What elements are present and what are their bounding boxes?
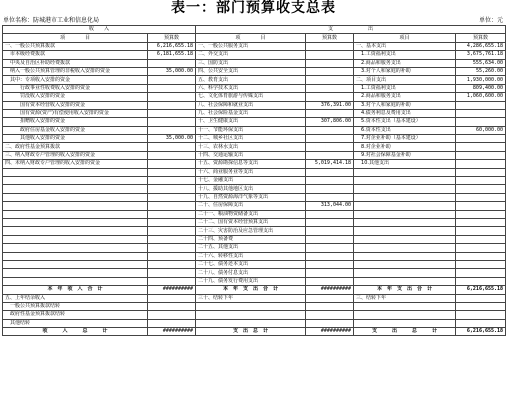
basic-item-cell: 10.其他支出 [354,160,456,168]
income-value-cell [148,269,196,277]
basic-value-cell: 3,675,761.18 [456,51,506,59]
income-value-cell [148,210,196,218]
table-row [3,143,506,151]
carryover-expense-value [306,319,354,327]
carryover-basic-value [456,319,506,327]
expense-value-cell [306,185,354,193]
carryover-income-item: 政府性基金预算拨款结转 [3,311,148,319]
income-item-cell: 罚没收入安排的资金 [3,93,148,101]
expense-item-cell: 十四、交通运输支出 [196,151,306,159]
income-value-cell [148,59,196,67]
table-row [3,101,506,109]
basic-value-cell [456,143,506,151]
income-item-cell: 二、政府性基金预算拨款 [3,143,148,151]
expense-value-cell [306,235,354,243]
income-item-header: 项 目 [3,34,148,42]
income-item-cell [3,244,148,252]
expense-item-cell: 四、公共安全支出 [196,67,306,75]
currency-unit-label: 单位：元 [478,17,503,24]
basic-value-cell [456,118,506,126]
expense-item-cell: 五、教育支出 [196,76,306,84]
income-item-cell: 中央及自治区补助经费拨款 [3,59,148,67]
expense-value-cell [306,193,354,201]
income-item-cell [3,252,148,260]
table-row [3,235,506,243]
income-item-cell: 政府住房基金收入安排的资金 [3,126,148,134]
income-value-cell [148,185,196,193]
basic-value-cell [456,227,506,235]
carryover-basic-value [456,311,506,319]
expense-value-cell [306,151,354,159]
income-value-cell [148,109,196,117]
budget-table [2,25,506,336]
basic-value-cell [456,135,506,143]
carryover-expense-value [306,294,354,302]
table-row [3,202,506,210]
income-item-cell: 国有资本经营收入安排的资金 [3,101,148,109]
expense-item-cell: 二十一、粮油物资储备支出 [196,210,306,218]
carryover-income-item: 其他结转 [3,319,148,327]
grand-total-row [3,328,506,336]
expense-value-cell [306,269,354,277]
income-item-cell: 国有资源(资产)有偿使用收入安排的资金 [3,109,148,117]
carryover-row [3,302,506,310]
income-item-cell: 其他收入安排的资金 [3,135,148,143]
basic-item-header: 项目 [354,34,456,42]
basic-value-cell: 555,634.00 [456,59,506,67]
expense-value-cell [306,177,354,185]
basic-total-label: 本 年 支 出 合 计 [354,286,456,294]
expense-item-cell: 一、一般公共服务支出 [196,42,306,50]
carryover-income-item: 五、上年结余收入 [3,294,148,302]
income-item-cell [3,193,148,201]
income-value-cell: 35,000.00 [148,67,196,75]
expense-item-cell: 八、社会保障和就业支出 [196,101,306,109]
income-value-cell [148,252,196,260]
basic-item-cell [354,227,456,235]
expense-item-cell: 十五、资源勘探信息等支出 [196,160,306,168]
income-value-cell [148,235,196,243]
expense-value-cell [306,210,354,218]
income-value-cell [148,84,196,92]
basic-value-cell [456,277,506,285]
expense-value-cell [306,260,354,268]
basic-value-cell: 55,260.00 [456,67,506,75]
expense-item-cell: 十二、城乡社区支出 [196,135,306,143]
carryover-expense-item [196,311,306,319]
header-row-2 [3,34,506,42]
expense-item-cell: 二、外交支出 [196,51,306,59]
basic-item-cell: 6.资本性支出 [354,126,456,134]
expense-item-header: 项 目 [196,34,306,42]
expense-value-cell [306,51,354,59]
total-row [3,286,506,294]
income-item-cell: 捐赠收入安排的资金 [3,118,148,126]
basic-item-cell [354,218,456,226]
basic-item-cell [354,202,456,210]
carryover-income-item: 一般公共预算拨款结转 [3,302,148,310]
expense-item-cell: 二十三、灾害防治及应急管理支出 [196,227,306,235]
carryover-basic-item [354,302,456,310]
basic-item-cell [354,210,456,218]
expense-item-cell: 七、文化体育旅游与传媒支出 [196,93,306,101]
expense-item-cell: 六、科学技术支出 [196,84,306,92]
basic-value-cell: 60,000.00 [456,126,506,134]
basic-value-cell [456,151,506,159]
income-value-cell: 6,216,655.18 [148,42,196,50]
carryover-income-value [148,311,196,319]
table-row [3,51,506,59]
carryover-expense-item [196,319,306,327]
table-row [3,67,506,75]
basic-item-cell [354,185,456,193]
carryover-expense-value [306,302,354,310]
expense-value-cell: 376,391.00 [306,101,354,109]
income-item-cell [3,185,148,193]
income-value-cell [148,202,196,210]
expense-item-cell: 十六、商业服务业等支出 [196,168,306,176]
basic-item-cell: 3.对个人和家庭的补助 [354,67,456,75]
income-value-cell [148,76,196,84]
expense-item-cell: 二十六、转移性支出 [196,252,306,260]
basic-item-cell [354,177,456,185]
page-title: 表一：部门预算收支总表 [171,0,336,16]
table-row [3,59,506,67]
carryover-basic-item [354,311,456,319]
expense-value-cell [306,218,354,226]
income-value-cell [148,126,196,134]
expense-value-cell: 313,044.00 [306,202,354,210]
table-row [3,218,506,226]
expense-value-cell [306,244,354,252]
carryover-row [3,294,506,302]
expense-item-cell: 十一、节能环保支出 [196,126,306,134]
income-item-cell [3,202,148,210]
basic-item-cell [354,260,456,268]
income-item-cell: 市本级经费拨款 [3,51,148,59]
basic-value-cell: 809,400.00 [456,84,506,92]
expense-item-cell: 十、卫生健康支出 [196,118,306,126]
expense-item-cell: 三、国防支出 [196,59,306,67]
table-row [3,185,506,193]
income-item-cell: 一、一般公共预算拨款 [3,42,148,50]
carryover-basic-value [456,294,506,302]
income-item-cell [3,177,148,185]
basic-item-cell [354,235,456,243]
expense-total-label: 本 年 支 出 合 计 [196,286,306,294]
basic-item-cell [354,277,456,285]
expense-value-cell [306,42,354,50]
basic-item-cell [354,168,456,176]
expense-value-cell [306,168,354,176]
income-value-cell [148,177,196,185]
table-row [3,252,506,260]
income-value-cell [148,118,196,126]
table-row [3,126,506,134]
income-value-cell [148,227,196,235]
basic-value-cell [456,160,506,168]
expense-header: 支 出 [196,26,506,34]
table-row [3,277,506,285]
income-item-cell [3,269,148,277]
basic-value-cell: 4,286,655.18 [456,42,506,50]
table-row [3,135,506,143]
basic-budget-header: 预算数 [456,34,506,42]
table-row [3,269,506,277]
carryover-basic-item: 三、结转下年 [354,294,456,302]
table-row [3,260,506,268]
basic-value-cell [456,252,506,260]
income-total-label: 本 年 收 入 合 计 [3,286,148,294]
expense-total-value: ########## [306,286,354,294]
basic-total-value: 6,216,655.18 [456,286,506,294]
grand-total-basic-value: 6,216,655.18 [456,328,506,336]
unit-name-label: 单位名称：防城港市工业和信息化局 [3,17,100,24]
basic-value-cell [456,269,506,277]
expense-budget-header: 预算数 [306,34,354,42]
basic-item-cell: 2.商品和服务支出 [354,93,456,101]
income-value-cell [148,160,196,168]
basic-value-cell [456,193,506,201]
expense-item-cell: 二十、住房保障支出 [196,202,306,210]
basic-value-cell [456,218,506,226]
carryover-basic-value [456,302,506,310]
income-value-cell [148,193,196,201]
basic-value-cell [456,202,506,210]
expense-value-cell [306,126,354,134]
income-total-value: ########## [148,286,196,294]
income-item-cell [3,168,148,176]
grand-total-income-value: ########## [148,328,196,336]
carryover-expense-value [306,311,354,319]
basic-item-cell: 8.对企业补助 [354,143,456,151]
expense-item-cell: 九、社会保险基金支出 [196,109,306,117]
expense-value-cell [306,252,354,260]
basic-value-cell [456,210,506,218]
basic-item-cell: 二、项目支出 [354,76,456,84]
basic-item-cell: 7.对企业补助（基本建设） [354,135,456,143]
basic-item-cell: 一、基本支出 [354,42,456,50]
expense-item-cell: 二十七、债务还本支出 [196,260,306,268]
grand-total-income-label: 收 入 总 计 [3,328,148,336]
table-row [3,151,506,159]
income-item-cell [3,227,148,235]
expense-item-cell: 二十九、债务发行费用支出 [196,277,306,285]
income-item-cell: 行政事业性收费收入安排的资金 [3,84,148,92]
expense-value-cell [306,93,354,101]
income-item-cell: 纳入一般公共预算管理的非税收入安排的资金 [3,67,148,75]
table-row [3,177,506,185]
income-value-cell [148,93,196,101]
income-value-cell: 6,181,655.18 [148,51,196,59]
income-header: 收 入 [3,26,196,34]
income-budget-header: 预算数 [148,34,196,42]
basic-value-cell [456,244,506,252]
expense-item-cell: 二十五、其他支出 [196,244,306,252]
basic-value-cell [456,168,506,176]
grand-total-expense-value: ########## [306,328,354,336]
basic-value-cell [456,260,506,268]
carryover-expense-item: 三十、结转下年 [196,294,306,302]
basic-value-cell [456,109,506,117]
income-value-cell [148,277,196,285]
basic-value-cell [456,235,506,243]
carryover-income-value [148,319,196,327]
basic-item-cell [354,269,456,277]
expense-value-cell [306,277,354,285]
expense-item-cell: 十八、援助其他地区支出 [196,185,306,193]
table-row [3,93,506,101]
carryover-row [3,311,506,319]
grand-total-expense-label: 支 出 总 计 [196,328,306,336]
basic-value-cell: 1,060,600.00 [456,93,506,101]
basic-item-cell [354,252,456,260]
income-item-cell [3,235,148,243]
income-value-cell [148,151,196,159]
basic-item-cell: 2.商品和服务支出 [354,59,456,67]
table-row [3,109,506,117]
carryover-expense-item [196,302,306,310]
table-row [3,227,506,235]
table-row [3,76,506,84]
carryover-row [3,319,506,327]
income-item-cell: 三、纳入财政专户管理的收入安排的资金 [3,151,148,159]
budget-table-body [3,26,506,336]
table-row [3,84,506,92]
basic-item-cell: 9.对社会保障基金补助 [354,151,456,159]
expense-item-cell: 二十四、预备费 [196,235,306,243]
expense-item-cell: 十七、金融支出 [196,177,306,185]
income-value-cell [148,101,196,109]
basic-item-cell [354,193,456,201]
income-item-cell [3,218,148,226]
income-value-cell [148,143,196,151]
income-item-cell [3,260,148,268]
income-value-cell [148,168,196,176]
table-row [3,168,506,176]
income-item-cell: 四、未纳入财政专户管理的收入安排的资金 [3,160,148,168]
basic-item-cell: 3.对个人和家庭的补助 [354,101,456,109]
income-item-cell: 其中：专项收入安排的资金 [3,76,148,84]
expense-value-cell: 5,019,414.18 [306,160,354,168]
income-value-cell [148,260,196,268]
carryover-income-value [148,294,196,302]
basic-item-cell: 4.债务利息及费用支出 [354,109,456,117]
expense-value-cell: 307,806.00 [306,118,354,126]
expense-value-cell [306,67,354,75]
carryover-income-value [148,302,196,310]
basic-value-cell: 1,930,000.00 [456,76,506,84]
header-row-1 [3,26,506,34]
expense-value-cell [306,135,354,143]
table-row [3,244,506,252]
table-row [3,210,506,218]
expense-value-cell [306,76,354,84]
expense-item-cell: 十三、农林水支出 [196,143,306,151]
income-value-cell: 35,000.00 [148,135,196,143]
basic-value-cell [456,185,506,193]
income-value-cell [148,218,196,226]
basic-value-cell [456,101,506,109]
expense-value-cell [306,143,354,151]
basic-value-cell [456,177,506,185]
income-item-cell [3,210,148,218]
basic-item-cell: 1.工资福利支出 [354,84,456,92]
expense-item-cell: 二十二、国有资本经营预算支出 [196,218,306,226]
table-row [3,42,506,50]
basic-item-cell: 5.资本性支出（基本建设） [354,118,456,126]
table-row [3,193,506,201]
income-value-cell [148,244,196,252]
expense-value-cell [306,59,354,67]
table-row [3,160,506,168]
grand-total-basic-label: 支 出 总 计 [354,328,456,336]
expense-value-cell [306,227,354,235]
basic-item-cell [354,244,456,252]
carryover-basic-item [354,319,456,327]
expense-item-cell: 十九、自然资源海洋气象等支出 [196,193,306,201]
table-row [3,118,506,126]
expense-value-cell [306,84,354,92]
expense-value-cell [306,109,354,117]
income-item-cell [3,277,148,285]
basic-item-cell: 1.工资福利支出 [354,51,456,59]
expense-item-cell: 二十八、债务付息支出 [196,269,306,277]
